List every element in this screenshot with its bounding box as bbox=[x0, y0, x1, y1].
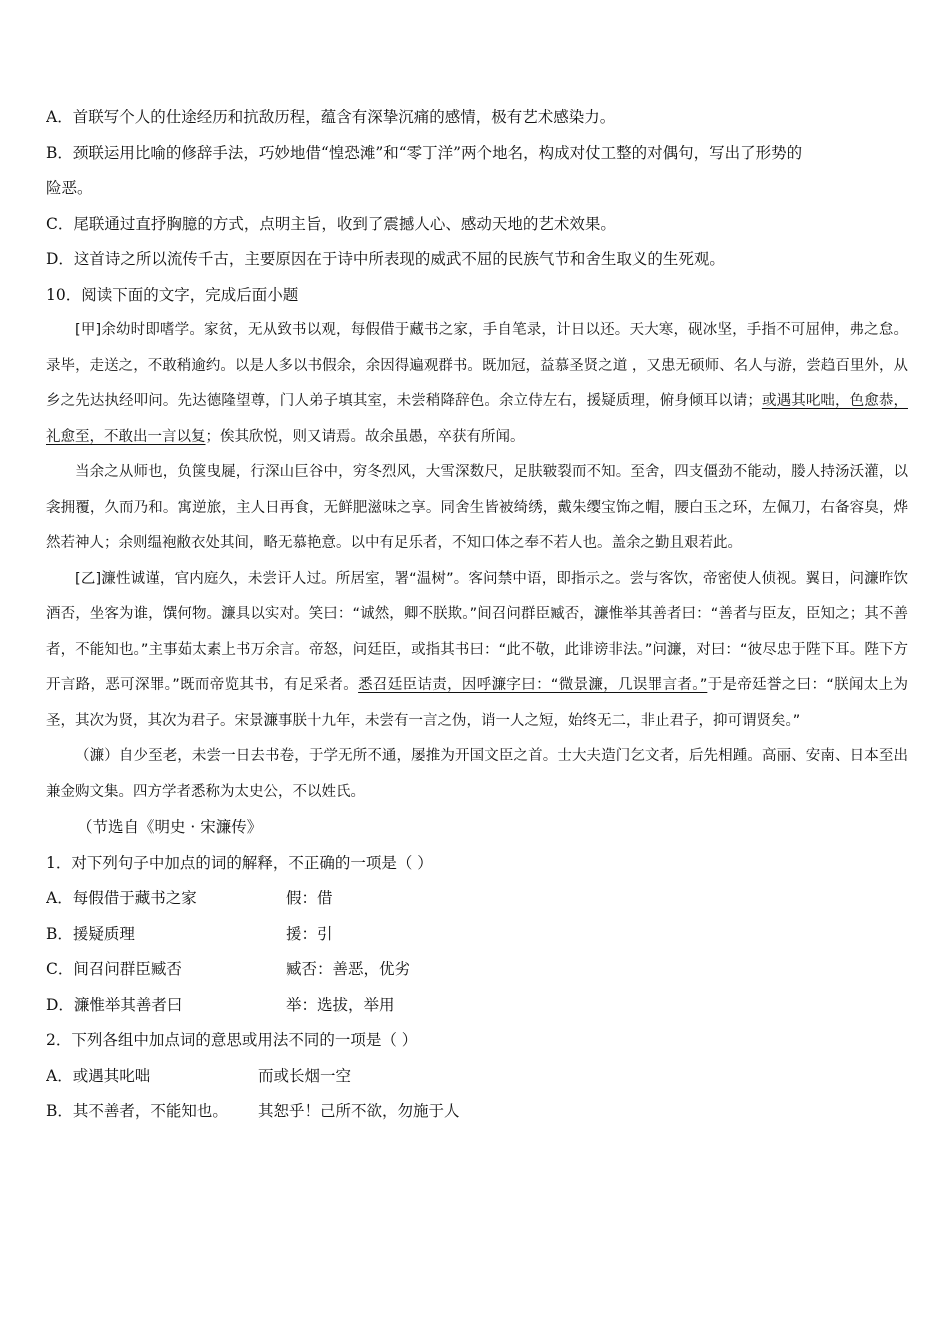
question-10-heading: 10．阅读下面的文字，完成后面小题 bbox=[46, 285, 299, 304]
passage-yi-paragraph-1 bbox=[46, 562, 908, 740]
passage-jia-paragraph-2: 当余之从师也，负箧曳屣，行深山巨谷中，穷冬烈风，大雪深数尺，足肤皲裂而不知。至舍，四支僵劲不能动，媵人持汤沃灌，以衾拥覆，久而乃和。寓逆旅，主人日再食，无鲜肥滋味之享。同舍生皆被绮绣，戴朱缨宝饰之帽，腰白玉之环，左佩刀，右备容臭，烨然若神人；余则缊袍敝衣处其间，略无慕艳意。以中有足乐者，不知口体之奉不若人也。盖余之勤且艰若此。 bbox=[46, 464, 908, 551]
option-sentence: B．援疑质理 bbox=[46, 924, 135, 943]
document-page bbox=[46, 100, 908, 1130]
q9-option-c: C．尾联通过直抒胸臆的方式，点明主旨，收到了震撼人心、感动天地的艺术效果。 bbox=[46, 214, 616, 233]
option-explanation: 援：引 bbox=[286, 924, 333, 943]
option-sentence: C．间召问群臣臧否 bbox=[46, 960, 182, 978]
sub-question-1-option-c bbox=[46, 952, 908, 988]
sub-question-1-stem: 1．对下列句子中加点的词的解释，不正确的一项是（ ） bbox=[46, 853, 433, 872]
sub-question-2-stem: 2．下列各组中加点词的意思或用法不同的一项是（ ） bbox=[46, 1031, 418, 1049]
option-explanation: 假：借 bbox=[286, 889, 333, 907]
q9-option-b-line1: B．颈联运用比喻的修辞手法，巧妙地借“惶恐滩”和“零丁洋”两个地名，构成对仗工整的对偶句，写出了形势的 bbox=[46, 143, 803, 162]
passage-source: （节选自《明史 · 宋濂传》 bbox=[77, 818, 263, 836]
option-sentence: A．每假借于藏书之家 bbox=[46, 889, 197, 907]
passage-yi-paragraph-2: （濂）自少至老，未尝一日去书卷，于学无所不通，屡推为开国文臣之首。士大夫造门乞文者，后先相踵。高丽、安南、日本至出兼金购文集。四方学者悉称为太史公，不以姓氏。 bbox=[46, 748, 908, 800]
passage-yi-text-2: 于是帝廷誉之曰：“朕闻太上为圣，其次为贤，其次为君子。宋景濂事朕十九年，未尝有一言之伪，诮一人之短，始终无二，非止君子，抑可谓贤矣。” bbox=[46, 677, 908, 729]
sub-question-1-option-a bbox=[46, 881, 908, 917]
option-sentence: A．或遇其叱咄 bbox=[46, 1066, 151, 1085]
q9-option-a: A．首联写个人的仕途经历和抗敌历程，蕴含有深挚沉痛的感情，极有艺术感染力。 bbox=[46, 108, 616, 126]
passage-yi-text-1: [乙]濂性诚谨，官内庭久，未尝讦人过。所居室，署“温树”。客问禁中语，即指示之。尝与客饮，帝密使人侦视。翼日，问濂昨饮酒否，坐客为谁，馔何物。濂具以实对。笑曰：“诚然，卿不朕欺。”间召问群臣臧否，濂惟举其善者曰：“善者与臣友，臣知之；其不善者，不能知也。”主事茹太素上书万余言。帝怒，问廷臣，或指其书曰：“此不敬，此诽谤非法。”问濂，对曰：“彼尽忠于陛下耳。陛下方开言路，恶可深罪。”既而帝览其书，有足采者。 bbox=[46, 570, 908, 693]
passage-jia-paragraph-1 bbox=[46, 313, 908, 455]
q9-option-b-line2: 险恶。 bbox=[46, 179, 93, 197]
option-explanation: 臧否：善恶，优劣 bbox=[286, 960, 411, 978]
sub-question-2-option-a bbox=[46, 1059, 908, 1095]
option-sentence: D．濂惟举其善者曰 bbox=[46, 995, 183, 1014]
passage-jia-text-1: [甲]余幼时即嗜学。家贫，无从致书以观，每假借于藏书之家，手自笔录，计日以还。天大寒，砚冰坚，手指不可屈伸，弗之怠。录毕，走送之，不敢稍逾约。以是人多以书假余，余因得遍观群书。既加冠，益慕圣贤之道 ，又患无硕师、名人与游，尝趋百里外，从乡之先达执经叩问。先达德隆望尊，门人弟子填其室，未尝稍降辞色。余立侍左右，援疑质理，俯身倾耳以请； bbox=[46, 322, 908, 409]
sub-question-2-option-b bbox=[46, 1094, 908, 1130]
sub-question-1-option-b bbox=[46, 917, 908, 953]
sub-question-1-option-d bbox=[46, 988, 908, 1024]
option-explanation: 举：选拔，举用 bbox=[286, 995, 395, 1014]
passage-jia-text-2: ；俟其欣悦，则又请焉。故余虽愚，卒获有所闻。 bbox=[205, 428, 525, 445]
option-comparison: 其恕乎！己所不欲，勿施于人 bbox=[258, 1102, 460, 1120]
q9-option-d: D．这首诗之所以流传千古，主要原因在于诗中所表现的威武不屈的民族气节和舍生取义的生死观。 bbox=[46, 250, 725, 268]
passage-yi-underlined-sentence: 悉召廷臣诘责，因呼濂字曰：“微景濂，几误罪言者。” bbox=[358, 677, 708, 693]
passage-jia-underlined-sentence: 或遇其叱咄，色愈恭，礼愈至，不敢出一言以复 bbox=[46, 393, 908, 445]
option-sentence: B．其不善者，不能知也。 bbox=[46, 1102, 228, 1120]
option-comparison: 而或长烟一空 bbox=[258, 1066, 352, 1085]
